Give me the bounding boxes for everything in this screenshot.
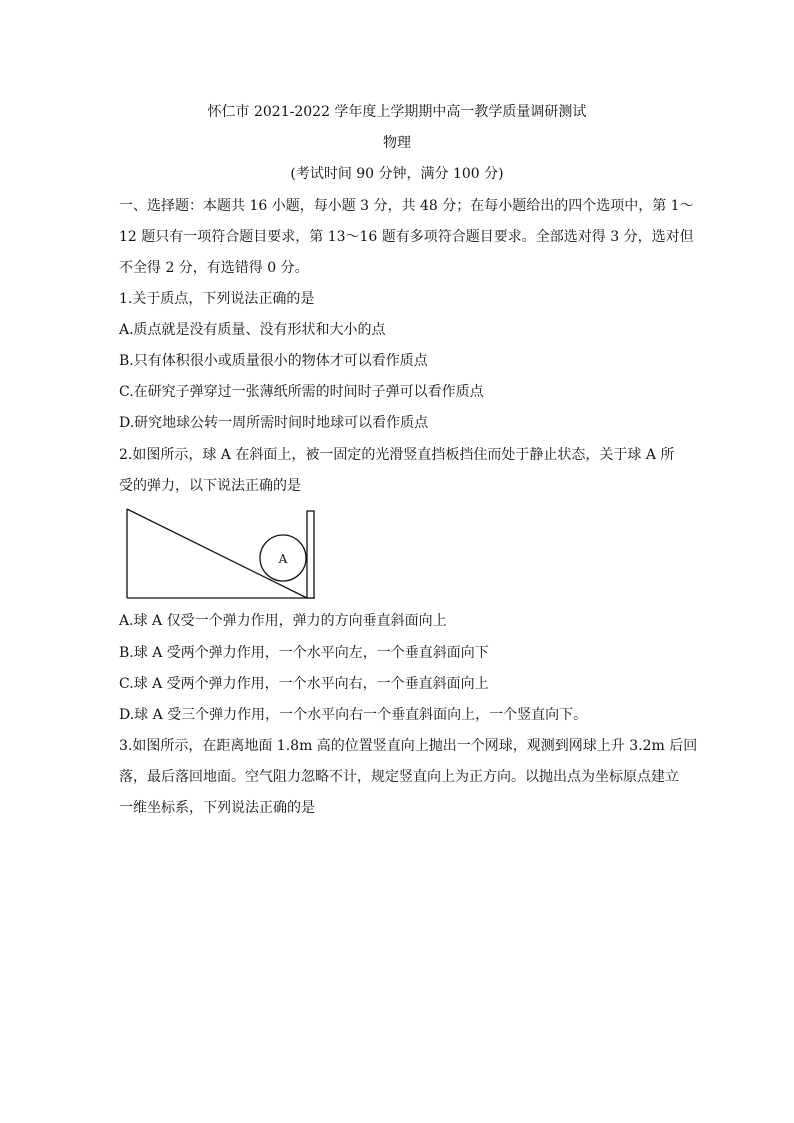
question-stem: 一维坐标系，下列说法正确的是 [119,800,315,816]
question-stem: 落，最后落回地面。空气阻力忽略不计，规定竖直向上为正方向。以抛出点为坐标原点建立 [119,769,679,785]
option-d: D.球 A 受三个弹力作用，一个水平向右一个垂直斜面向上，一个竖直向下。 [119,707,588,723]
question-stem: 2.如图所示，球 A 在斜面上，被一固定的光滑竖直挡板挡住而处于静止状态，关于球 A 所 [119,447,675,463]
option-c: C.球 A 受两个弹力作用，一个水平向右，一个垂直斜面向上 [119,676,489,692]
subject-title: 物理 [383,135,411,151]
incline-ball-figure [125,505,325,607]
ball-label: A [278,552,288,566]
question-stem: 受的弹力，以下说法正确的是 [119,478,301,494]
option-b: B.球 A 受两个弹力作用，一个水平向左，一个垂直斜面向下 [119,645,489,661]
instruction-line: 不全得 2 分，有选错得 0 分。 [119,260,309,276]
exam-title: 怀仁市 2021-2022 学年度上学期期中高一教学质量调研测试 [207,104,587,120]
incline-diagram [125,505,325,603]
question-stem: 1.关于质点，下列说法正确的是 [119,291,315,307]
instruction-line: 一、选择题：本题共 16 小题，每小题 3 分，共 48 分；在每小题给出的四个选项中，第 1～ [119,198,694,214]
option-b: B.只有体积很小或质量很小的物体才可以看作质点 [119,353,428,369]
instruction-line: 12 题只有一项符合题目要求，第 13～16 题有多项符合题目要求。全部选对得 3 分，选对但 [119,229,694,245]
option-c: C.在研究子弹穿过一张薄纸所需的时间时子弹可以看作质点 [119,384,484,400]
option-a: A.质点就是没有质量、没有形状和大小的点 [119,322,386,338]
exam-info: (考试时间 90 分钟，满分 100 分) [290,166,504,182]
option-a: A.球 A 仅受一个弹力作用，弹力的方向垂直斜面向上 [119,613,447,629]
vertical-board [307,511,314,598]
question-stem: 3.如图所示，在距离地面 1.8m 高的位置竖直向上抛出一个网球，观测到网球上升 3.2m 后回 [119,738,698,754]
option-d: D.研究地球公转一周所需时间时地球可以看作质点 [119,415,429,431]
